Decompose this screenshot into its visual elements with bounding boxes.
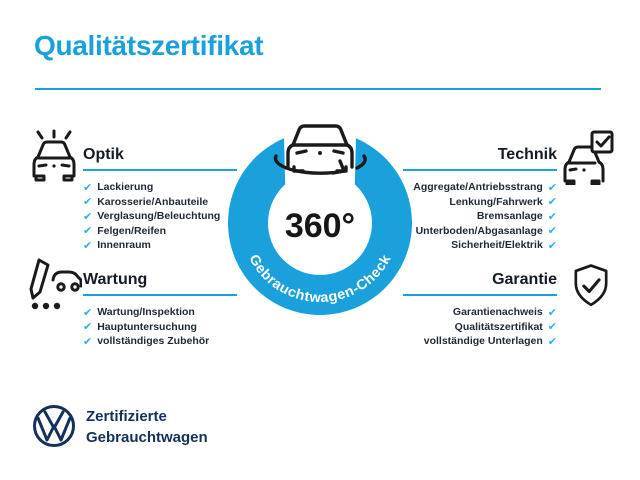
shield-check-icon [566,259,616,315]
check-icon: ✔ [83,224,93,238]
checklist-item-label: vollständiges Zubehör [97,335,210,348]
badge-360 [224,113,416,321]
badge-value: 360° [284,207,356,245]
checklist-item-label: Felgen/Reifen [97,224,167,237]
section-title-optik: Optik [83,146,124,163]
check-icon: ✔ [83,209,93,223]
checklist-item-label: Lackierung [97,181,154,194]
checklist-item [83,320,257,335]
check-icon: ✔ [547,209,557,223]
car-shine-icon [26,128,82,184]
check-icon: ✔ [83,180,93,194]
checklist-item-label: Garantienachweis [452,306,543,319]
car-checkbox-icon [559,129,615,185]
section-underline-wartung [83,294,237,296]
checklist-item-label: Sicherheit/Elektrik [451,239,543,252]
service-checklist-icon [26,258,82,314]
checklist-item-label: Aggregate/Antriebsstrang [413,181,543,194]
section-underline-optik [83,169,237,171]
checklist-item [83,334,257,349]
checklist-item-label: Lenkung/Fahrwerk [449,195,543,208]
footer-line-1: Zertifizierte [86,408,167,425]
check-icon: ✔ [547,238,557,252]
section-underline-technik [403,169,557,171]
checklist-item-label: Bremsanlage [476,210,543,223]
car-rotation-icon [276,126,366,173]
check-icon: ✔ [547,320,557,334]
vw-logo [32,404,76,448]
checklist-item-label: Unterboden/Abgasanlage [415,224,543,237]
checklist-item-label: Wartung/Inspektion [97,306,195,319]
check-icon: ✔ [83,305,93,319]
checklist-item [383,334,557,349]
title-divider [35,88,601,90]
footer-brand-text [86,406,208,448]
check-icon: ✔ [83,238,93,252]
section-title-technik: Technik [497,146,557,163]
section-title-garantie: Garantie [492,271,557,288]
checklist-item-label: Qualitätszertifikat [454,320,543,333]
check-icon: ✔ [547,180,557,194]
check-icon: ✔ [547,195,557,209]
check-icon: ✔ [547,224,557,238]
check-icon: ✔ [83,334,93,348]
checklist-item [383,320,557,335]
badge-ring-label: Gebrauchtwagen-Check [246,251,394,306]
footer-line-2: Gebrauchtwagen [86,429,208,446]
check-icon: ✔ [547,334,557,348]
check-icon: ✔ [83,195,93,209]
page-title: Qualitätszertifikat [34,30,264,61]
section-underline-garantie [403,294,557,296]
checklist-item-label: vollständige Unterlagen [423,335,543,348]
checklist-item-label: Hauptuntersuchung [97,320,197,333]
check-icon: ✔ [547,305,557,319]
check-icon: ✔ [83,320,93,334]
checklist-item-label: Karosserie/Anbauteile [97,195,209,208]
checklist-item-label: Verglasung/Beleuchtung [97,210,221,223]
checklist-item-label: Innenraum [97,239,151,252]
section-title-wartung: Wartung [83,271,148,288]
